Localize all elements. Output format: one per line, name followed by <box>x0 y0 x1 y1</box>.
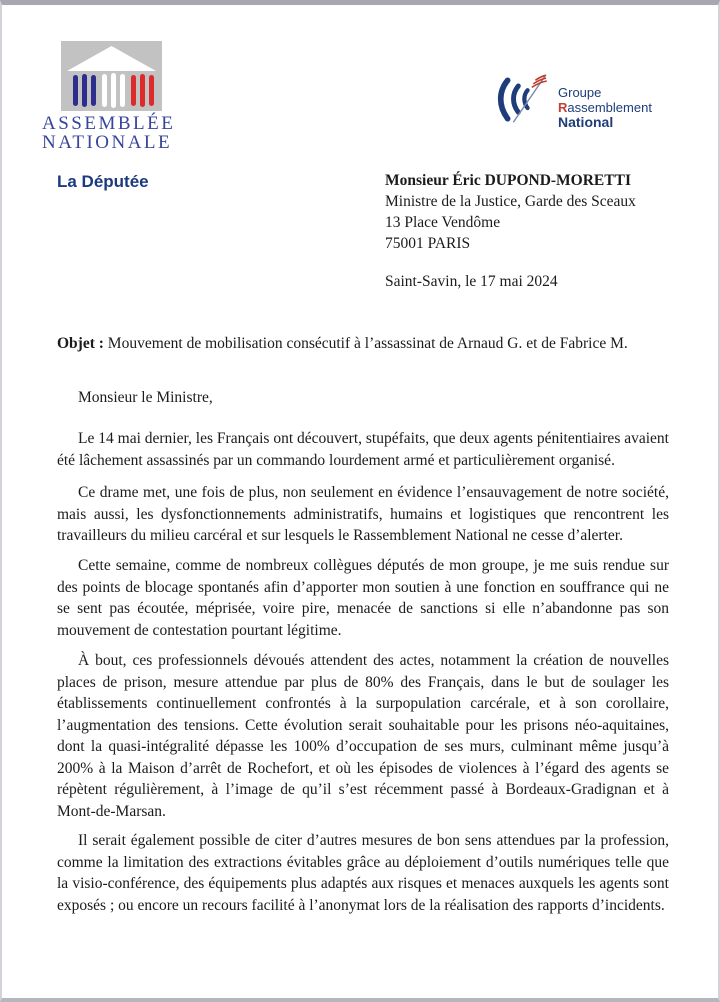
an-wordmark-line1: ASSEMBLÉE <box>42 113 176 134</box>
assemblee-nationale-logo <box>42 41 222 151</box>
an-wordmark-line2: NATIONALE <box>42 132 173 153</box>
subject-line <box>57 335 671 353</box>
rn-flame-icon <box>492 61 556 133</box>
recipient-city: 75001 PARIS <box>385 235 471 252</box>
deputy-role-label: La Députée <box>57 172 149 191</box>
recipient-title: Ministre de la Justice, Garde des Sceaux <box>385 193 636 210</box>
rn-wordmark-rassemblement: Rassemblement <box>558 100 652 115</box>
body-paragraph-2: Ce drame met, une fois de plus, non seulement en évidence l’ensauvagement de notre société, mais aussi, les dysfonctionnements administratifs, humains et logistiques que rencontrent les travailleurs du milieu carcéral et sur lesquels le Rassemblement National ne cesse d’alerter. <box>57 484 669 544</box>
body-paragraph-5: Il serait également possible de citer d’autres mesures de bon sens attendues par la profession, comme la limitation des extractions évitables grâce au déploiement d’outils numériques telle que la visio-conférence, des équipements plus adaptés aux risques et menaces auxquels les agents sont exposés ; ou encore un recours facilité à l’anonymat lors de la réalisation des rapports d’incidents. <box>57 832 669 914</box>
letter-page <box>2 5 718 998</box>
recipient-address-block <box>385 170 636 254</box>
rn-wordmark-national: National <box>558 114 614 130</box>
subject-text: Mouvement de mobilisation consécutif à l’assassinat de Arnaud G. et de Fabrice M. <box>107 335 628 352</box>
rn-group-logo <box>492 61 652 133</box>
recipient-street: 13 Place Vendôme <box>385 214 501 231</box>
an-pediment-columns-icon <box>61 41 162 113</box>
body-paragraph-1: Le 14 mai dernier, les Français ont découvert, stupéfaits, que deux agents pénitentiaires avaient été lâchement assassinés par un commando lourdement armé et particulièrement organisé. <box>57 430 669 469</box>
recipient-name: Monsieur Éric DUPOND-MORETTI <box>385 172 631 189</box>
place-and-date: Saint-Savin, le 17 mai 2024 <box>385 273 558 290</box>
rn-wordmark <box>558 85 652 133</box>
rn-red-initial: R <box>558 100 568 115</box>
body-paragraph-3: Cette semaine, comme de nombreux collègues députés de mon groupe, je me suis rendue sur des points de blocage spontanés afin d’apporter mon soutien à une fonction en souffrance qui ne se sent pas écoutée, méprisée, voire pire, menacée de sanctions si elle n’abandonne pas son mouvement de contestation pourtant légitime. <box>57 557 669 639</box>
subject-label: Objet : <box>57 335 108 352</box>
salutation: Monsieur le Ministre, <box>78 389 213 406</box>
rn-wordmark-groupe: Groupe <box>558 85 602 100</box>
body-paragraph-4: À bout, ces professionnels dévoués attendent des actes, notamment la création de nouvelles places de prison, mesure attendue par plus de 80% des Français, dans le but de soulager les établissements continuellement confrontés à la surpopulation carcérale, et à son corollaire, l’augmentation des tensions. Cette évolution serait souhaitable pour les prisons néo-aquitaines, dont la quasi-intégralité dépasse les 100% d’occupation de ses murs, culminant même jusqu’à 200% à la Maison d’arrêt de Rochefort, et où les épisodes de violences à l’égard des agents se répètent régulièrement, à l’image de qu’il s’est récemment passé à Bordeaux-Gradignan et à Mont-de-Marsan. <box>57 652 669 820</box>
